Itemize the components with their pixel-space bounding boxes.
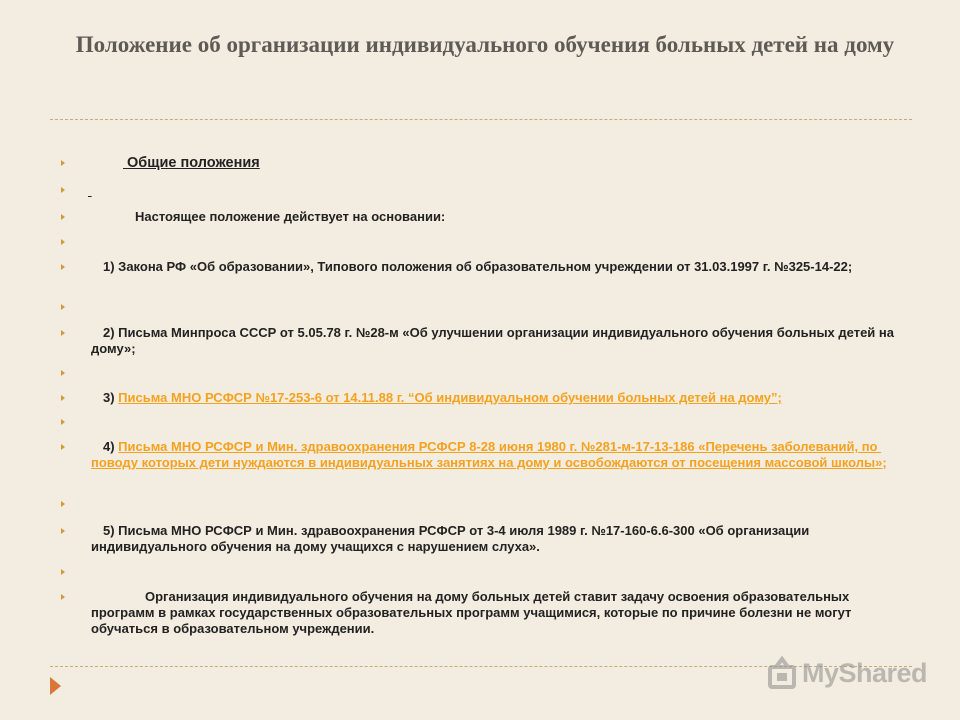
item-text — [91, 439, 906, 471]
bullet-icon — [61, 419, 65, 425]
bullet-icon — [61, 160, 65, 166]
item-text: Организация индивидуального обучения на дому больных детей ставит задачу освоения образовательных программ в рамках государственных образовательных программ учащимися, которые по причине болезни не могут обучаться в образовательном учреждении. — [91, 589, 856, 636]
slide-title: Положение об организации индивидуального обучения больных детей на дому — [75, 32, 895, 57]
item-text — [88, 183, 903, 199]
top-divider — [50, 119, 912, 120]
item-text: 5) Письма МНО РСФСР и Мин. здравоохранения РСФСР от 3-4 июля 1989 г. №17-160-6.6-300 «Об организации индивидуального обучения на дому учащихся с нарушением слуха». — [91, 523, 813, 554]
watermark — [766, 655, 936, 695]
item-number: 4) — [103, 439, 119, 454]
letter-link-1980[interactable]: Письма МНО РСФСР и Мин. здравоохранения РСФСР 8-28 июня 1980 г. №281-м-17-13-186 «Перечень заболеваний, по поводу которых дети нуждаются в индивидуальных занятиях на дому и освобождаются от посещения массовой школы»; — [91, 439, 887, 470]
item-text: 1) Закона РФ «Об образовании», Типового положения об образовательном учреждении от 31.03.1997 г. №325-14-22; — [103, 259, 853, 274]
bullet-icon — [61, 330, 65, 336]
bullet-icon — [61, 187, 65, 193]
bullet-icon — [61, 395, 65, 401]
item-text: 2) Письма Минпроса СССР от 5.05.78 г. №28-м «Об улучшении организации индивидуального обучения больных детей на дому»; — [91, 325, 898, 356]
watermark-logo-icon — [766, 655, 800, 693]
watermark-text: MyShared — [802, 658, 928, 688]
bullet-icon — [61, 501, 65, 507]
bullet-icon — [61, 264, 65, 270]
bullet-icon — [61, 444, 65, 450]
bullet-icon — [61, 528, 65, 534]
bullet-icon — [61, 594, 65, 600]
letter-link-1988[interactable]: Письма МНО РСФСР №17-253-6 от 14.11.88 г. “Об индивидуальном обучении больных детей на дому”; — [118, 390, 782, 405]
item-text: Настоящее положение действует на основании: — [135, 209, 446, 224]
play-icon[interactable] — [50, 677, 61, 695]
bullet-icon — [61, 239, 65, 245]
bullet-icon — [61, 214, 65, 220]
bullet-icon — [61, 569, 65, 575]
section-heading: Общие положения — [123, 155, 260, 171]
bullet-icon — [61, 370, 65, 376]
item-number: 3) — [103, 390, 119, 405]
item-text — [91, 390, 906, 406]
bullet-icon — [61, 304, 65, 310]
